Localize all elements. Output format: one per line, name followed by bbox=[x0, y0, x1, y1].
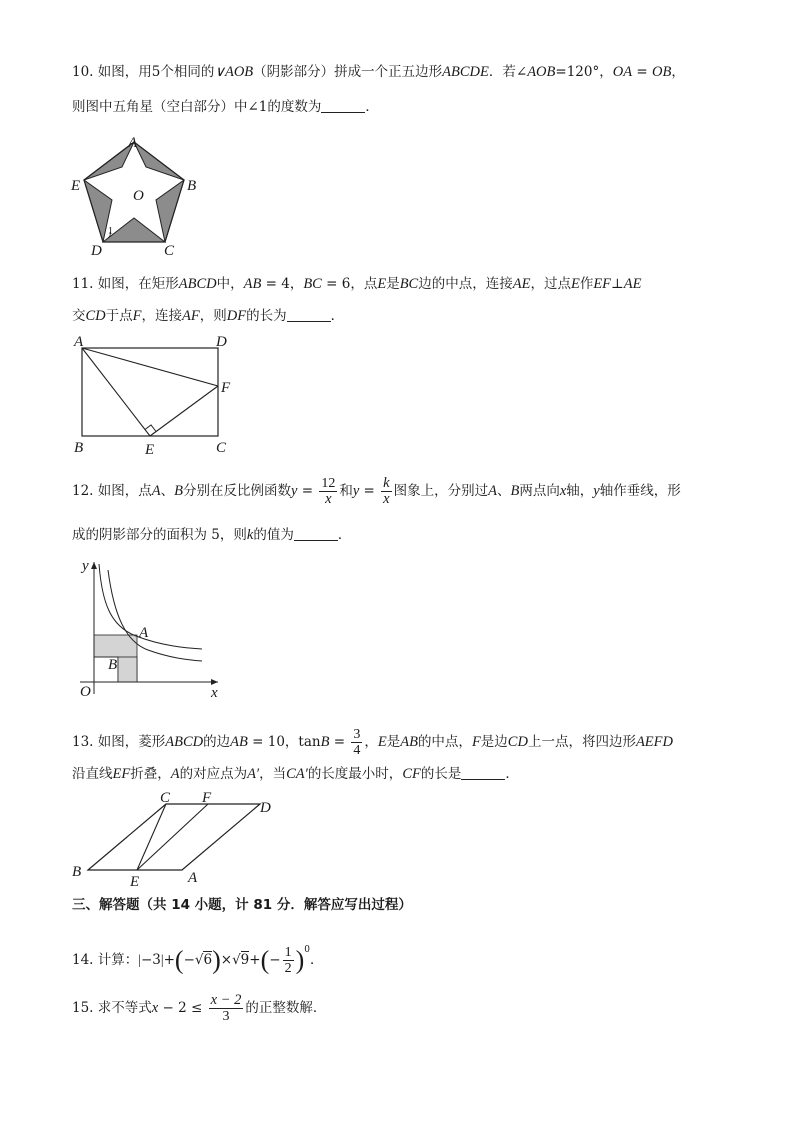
q13-line-2 bbox=[72, 764, 519, 784]
q11-text: 作 bbox=[579, 276, 594, 292]
q13-var: AB bbox=[400, 734, 418, 750]
q14-sqrt-sign-2: √ bbox=[232, 952, 241, 968]
q11-var: AE bbox=[623, 276, 642, 292]
q13-text: 的中点， bbox=[417, 734, 472, 750]
q13-label-A: A bbox=[188, 870, 198, 886]
q13-var: A′ bbox=[247, 766, 260, 782]
q12-label-B: B bbox=[108, 657, 118, 673]
q13-rhombus bbox=[88, 804, 260, 870]
q12-text: 图象上，分别过 bbox=[393, 483, 489, 499]
q12-text: 12. 如图，点 bbox=[72, 483, 152, 499]
q12-text: 和 bbox=[339, 483, 353, 499]
q11-text: ，连接 bbox=[141, 308, 183, 324]
q13-end: ． bbox=[505, 766, 519, 782]
q11-text: 11. 如图，在矩形 bbox=[72, 276, 179, 292]
q14-exponent: 0 bbox=[304, 945, 310, 955]
q11-label-F: F bbox=[221, 380, 231, 396]
q11-text: 交 bbox=[72, 308, 86, 324]
q15-var: x bbox=[151, 1000, 159, 1016]
q12-var: A bbox=[488, 483, 497, 499]
q13-text: ，当 bbox=[259, 766, 287, 782]
q14-sqrt-sign: √ bbox=[194, 952, 204, 968]
q13-line-1 bbox=[72, 727, 673, 758]
q11-text: 中， bbox=[216, 276, 244, 292]
q11-var: ABCD bbox=[178, 276, 217, 292]
section-heading: 三、解答题（共 14 小题，计 81 分．解答应写出过程） bbox=[72, 897, 412, 913]
q13-text: = bbox=[329, 734, 350, 750]
q11-segment-af bbox=[82, 348, 218, 386]
q12-text: 分别在反比例函数 bbox=[182, 483, 291, 499]
q11-label-C: C bbox=[216, 440, 227, 456]
q10-label-B: B bbox=[187, 178, 197, 194]
q13-text: 的对应点为 bbox=[179, 766, 248, 782]
q11-var: CD bbox=[85, 308, 106, 324]
q11-answer-blank[interactable] bbox=[287, 307, 331, 322]
q12-text: 的值为 bbox=[253, 527, 294, 543]
q12-label-A: A bbox=[139, 625, 149, 641]
q14-op: + bbox=[249, 952, 261, 968]
q10-text: （阴影部分）拼成一个正五边形 bbox=[253, 64, 443, 80]
q12-frac1-num: 12 bbox=[321, 476, 336, 491]
q15-fraction bbox=[209, 993, 244, 1024]
q12-frac1-den: x bbox=[325, 491, 332, 507]
q11-line-2 bbox=[72, 306, 344, 326]
q12-frac2-num: k bbox=[383, 475, 390, 491]
q10-line-1 bbox=[72, 62, 685, 82]
q13-var: ABCD bbox=[165, 734, 204, 750]
q10-text: ， bbox=[671, 64, 685, 80]
q13-var: CF bbox=[402, 766, 421, 782]
q10-text: 10. 如图，用5个相同的 bbox=[72, 64, 215, 80]
q13-var: EF bbox=[112, 766, 131, 782]
q11-segment-ae bbox=[82, 348, 150, 436]
q13-text: 13. 如图，菱形 bbox=[72, 734, 166, 750]
q13-segment-ce bbox=[137, 804, 166, 870]
q11-text: ⊥ bbox=[611, 276, 624, 292]
q12-fraction-2 bbox=[381, 476, 391, 507]
q10-angle: AOB bbox=[527, 64, 556, 80]
q10-text: =120°， bbox=[555, 64, 613, 80]
q10-label-O: O bbox=[133, 188, 144, 204]
q13-fraction bbox=[351, 727, 362, 758]
q14-line bbox=[72, 940, 323, 976]
q11-end: ． bbox=[330, 308, 345, 324]
q13-text: 的长是 bbox=[420, 766, 462, 782]
q13-label-E: E bbox=[130, 874, 140, 890]
q12-var: B bbox=[510, 483, 520, 499]
q11-var: E bbox=[570, 276, 580, 292]
q12-text: 轴， bbox=[566, 483, 594, 499]
q12-frac2-den: x bbox=[383, 491, 390, 507]
q10-answer-blank[interactable] bbox=[321, 98, 365, 113]
q13-frac-num: 3 bbox=[353, 727, 361, 742]
q13-text: 沿直线 bbox=[72, 766, 113, 782]
q12-var: k bbox=[246, 527, 254, 543]
q12-label-x: x bbox=[211, 685, 218, 701]
q12-y-arrow bbox=[91, 562, 97, 569]
q14-radicand-9: 9 bbox=[240, 952, 250, 968]
q13-label-C: C bbox=[160, 790, 171, 806]
q11-text: 是 bbox=[386, 276, 400, 292]
q13-var: B bbox=[320, 734, 330, 750]
q15-line bbox=[72, 993, 326, 1024]
q13-segment-ef bbox=[137, 804, 208, 870]
q12-var: B bbox=[174, 483, 183, 499]
q14-end: ． bbox=[309, 952, 324, 968]
q10-pentagon-figure bbox=[64, 130, 214, 260]
q14-fraction bbox=[283, 945, 294, 976]
q11-text: = 6，点 bbox=[321, 276, 378, 292]
q12-var: y bbox=[593, 483, 600, 499]
q12-label-O: O bbox=[80, 684, 91, 700]
q12-line-1: 12. 如图，点A、B分别在反比例函数y = $\frac{12}{x}$ 和y = $\frac{k}{x}$ 图象上，分别过A、B两点向x轴，y轴作垂线，形 bbox=[72, 475, 681, 507]
q13-var: F bbox=[471, 734, 481, 750]
q11-var: E bbox=[377, 276, 387, 292]
q14-text: 14. 计算： bbox=[72, 952, 139, 968]
q10-label-C: C bbox=[164, 243, 175, 259]
q11-var: BC bbox=[303, 276, 322, 292]
q14-op: + bbox=[163, 952, 175, 968]
q12-var: y bbox=[352, 483, 360, 499]
q11-var: AB bbox=[243, 276, 262, 292]
q13-var: AEFD bbox=[635, 734, 673, 750]
q13-var: AB bbox=[230, 734, 248, 750]
q13-text: 折叠， bbox=[130, 766, 171, 782]
q13-text: 是 bbox=[386, 734, 401, 750]
q13-var: A bbox=[170, 766, 180, 782]
q12-text: 轴作垂线，形 bbox=[599, 483, 681, 499]
q11-var: AF bbox=[182, 308, 200, 324]
q13-text: 上一点，将四边形 bbox=[527, 734, 636, 750]
q15-text: 15. 求不等式 bbox=[72, 1000, 152, 1016]
q13-label-D: D bbox=[260, 800, 271, 816]
q14-paren-open-2: ( bbox=[260, 945, 270, 975]
q13-var: CD bbox=[507, 734, 528, 750]
q11-text: ，过点 bbox=[530, 276, 571, 292]
q10-eq: = bbox=[632, 64, 652, 80]
q12-fraction-1 bbox=[319, 476, 337, 507]
q10-text: 则图中五角星（空白部分）中∠1的度数为 bbox=[72, 99, 322, 115]
q11-label-D: D bbox=[216, 334, 227, 350]
q13-text: 是边 bbox=[480, 734, 508, 750]
q14-paren-close: ) bbox=[212, 945, 221, 975]
q13-label-F: F bbox=[202, 790, 212, 806]
q12-var: y bbox=[290, 483, 298, 499]
q10-line-2 bbox=[72, 97, 379, 117]
q14-abs-value: −3 bbox=[140, 952, 161, 968]
q14-paren-close-2: ) bbox=[295, 945, 305, 975]
q15-text: − 2 ≤ bbox=[158, 1000, 207, 1016]
q12-text: 、 bbox=[160, 483, 175, 499]
q11-var: DF bbox=[226, 308, 247, 324]
q13-text: ， bbox=[364, 734, 378, 750]
q12-answer-blank[interactable] bbox=[294, 526, 338, 541]
q11-right-angle-mark bbox=[145, 425, 156, 432]
q13-rhombus-figure bbox=[66, 790, 286, 890]
q11-label-A: A bbox=[74, 334, 84, 350]
q14-abs-right: | bbox=[160, 952, 164, 967]
q10-pentagon: ABCDE bbox=[442, 64, 489, 80]
q11-text: 于点 bbox=[105, 308, 133, 324]
q14-op: − bbox=[183, 952, 195, 968]
q11-text: 的长为 bbox=[246, 308, 287, 324]
q15-text: 的正整数解． bbox=[245, 1000, 327, 1016]
q13-answer-blank[interactable] bbox=[461, 765, 505, 780]
q12-text: 两点向 bbox=[519, 483, 560, 499]
q11-text: 边的中点，连接 bbox=[418, 276, 513, 292]
q10-label-A: A bbox=[128, 135, 138, 151]
q11-segment-ef bbox=[150, 386, 218, 436]
q11-line-1 bbox=[72, 274, 641, 294]
q12-shaded-strip bbox=[118, 657, 137, 682]
q12-end: ． bbox=[337, 527, 352, 543]
q10-triangle: ∨AOB bbox=[214, 64, 254, 80]
q11-var: BC bbox=[399, 276, 419, 292]
q13-text: 的长度最小时， bbox=[307, 766, 403, 782]
q11-label-B: B bbox=[74, 440, 84, 456]
q10-end: ． bbox=[365, 99, 379, 115]
q13-var: CA′ bbox=[286, 766, 308, 782]
q15-frac-den: 3 bbox=[222, 1009, 230, 1024]
q11-text: = 4， bbox=[261, 276, 304, 292]
q11-rectangle bbox=[82, 348, 218, 436]
q14-op: × bbox=[220, 952, 233, 968]
q15-frac-num: x − 2 bbox=[210, 992, 242, 1008]
q12-label-y: y bbox=[82, 558, 89, 574]
q12-text: 、 bbox=[496, 483, 511, 499]
q14-frac-num: 1 bbox=[284, 945, 292, 960]
q12-var: x bbox=[559, 483, 567, 499]
q12-line-2 bbox=[72, 525, 351, 545]
q12-text: 成的阴影部分的面积为 5，则 bbox=[72, 527, 247, 543]
q11-var: AE bbox=[512, 276, 531, 292]
q13-var: E bbox=[377, 734, 387, 750]
q10-label-1: 1 bbox=[108, 226, 113, 237]
q11-rectangle-figure bbox=[68, 330, 248, 456]
q10-text: ．若∠ bbox=[488, 64, 528, 80]
q13-text: 的边 bbox=[203, 734, 231, 750]
q12-graph-figure bbox=[70, 556, 230, 701]
q14-paren-open: ( bbox=[174, 945, 184, 975]
q11-var: F bbox=[132, 308, 142, 324]
q14-frac-den: 2 bbox=[284, 961, 292, 976]
q11-text: ，则 bbox=[199, 308, 227, 324]
q11-var: EF bbox=[593, 276, 612, 292]
q11-label-E: E bbox=[145, 442, 155, 456]
q14-abs-left: | bbox=[138, 952, 141, 967]
q14-radicand-6: 6 bbox=[203, 952, 213, 968]
q13-text: = 10，tan bbox=[247, 734, 321, 750]
q10-oa: OA bbox=[612, 64, 633, 80]
q14-op: − bbox=[269, 952, 281, 968]
q13-label-B: B bbox=[72, 864, 82, 880]
q10-label-D: D bbox=[91, 243, 102, 259]
q10-label-E: E bbox=[71, 178, 81, 194]
q10-ob: OB bbox=[651, 64, 672, 80]
q12-var: A bbox=[151, 483, 161, 499]
q13-frac-den: 4 bbox=[353, 743, 361, 758]
